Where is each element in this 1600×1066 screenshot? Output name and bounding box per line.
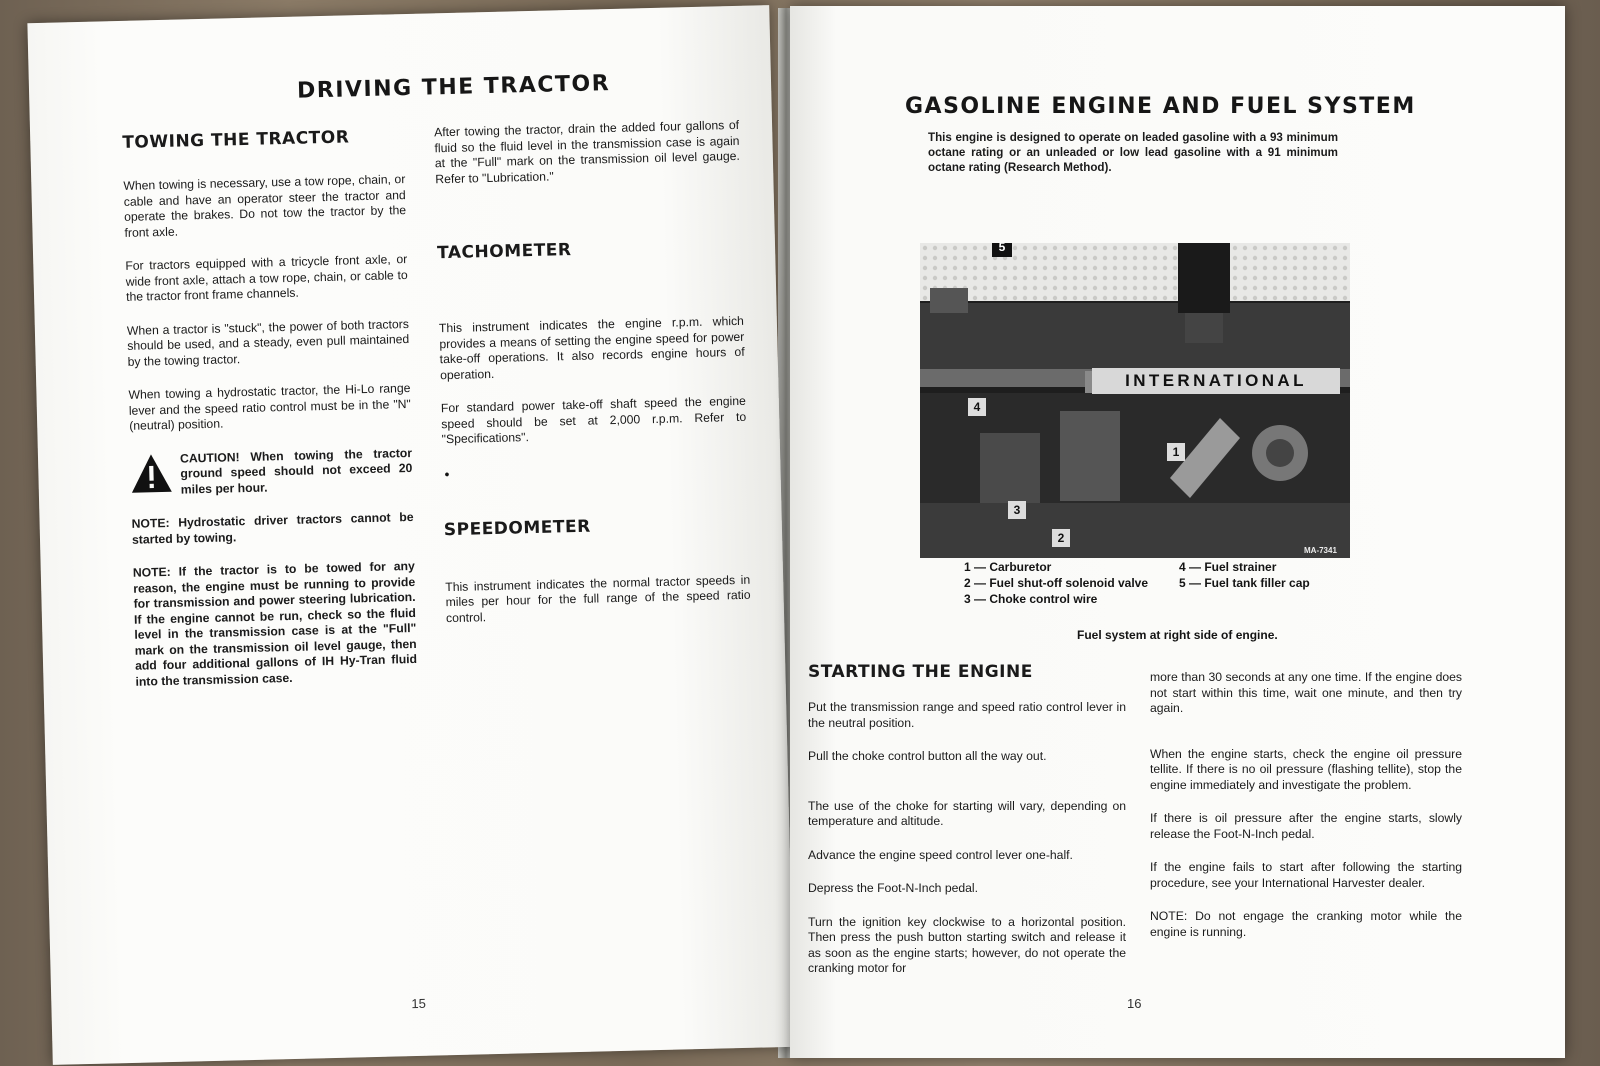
starting-paragraph-6: Turn the ignition key clockwise to a horizontal position. Then press the push button starting switch and release it as soon as the engine starts; however, do not operate the cranking motor for (808, 914, 1126, 975)
towing-paragraph-2: For tractors equipped with a tricycle front axle, or wide front axle, attach a tow rope, chain, or cable to the tractor front frame channels. (125, 252, 408, 304)
starting-paragraph-1: Put the transmission range and speed ratio control lever in the neutral position. (808, 700, 1126, 730)
legend-item-5: 5 — Fuel tank filler cap (1179, 576, 1310, 590)
photo-marker-5: 5 (992, 243, 1012, 257)
starting-heading: STARTING THE ENGINE (808, 662, 1033, 682)
starting-right-column (1150, 670, 1462, 958)
starting-note: NOTE: Do not engage the cranking motor while the engine is running. (1150, 909, 1462, 939)
after-towing-paragraph: After towing the tractor, drain the added four gallons of fluid so the fluid level in the transmission case is again at the "Full" mark on the transmission oil level gauge. Refer to "Lubrication." (433, 117, 741, 186)
caution-text: CAUTION! When towing the tractor ground speed should not exceed 20 miles per hour. (179, 445, 413, 497)
photo-marker-2: 2 (1052, 529, 1070, 547)
left-page (27, 5, 794, 1065)
tachometer-paragraph-2: For standard power take-off shaft speed the engine speed should be set at 2,000 r.p.m. Refer to "Specifications". (440, 393, 747, 447)
tachometer-paragraph-1: This instrument indicates the engine r.p.m. which provides a means of setting the engine speed for power take-off operations. It also records engine hours of operation. (438, 313, 745, 382)
photo-code: MA-7341 (1304, 546, 1337, 555)
starting-paragraph-5: Depress the Foot-N-Inch pedal. (808, 881, 979, 895)
legend-item-4: 4 — Fuel strainer (1179, 560, 1277, 574)
starting-paragraph-7: more than 30 seconds at any one time. If the engine does not start within this time, wait one minute, and then try again. (1150, 670, 1462, 715)
page-number-right: 16 (1127, 996, 1142, 1011)
left-page-title: DRIVING THE TRACTOR (296, 71, 611, 104)
towing-column (122, 126, 418, 708)
warning-icon (130, 451, 173, 494)
starting-paragraph-9: If there is oil pressure after the engine starts, slowly release the Foot-N-Inch pedal. (1150, 811, 1462, 841)
photo-marker-3: 3 (1008, 501, 1026, 519)
instruments-column (434, 118, 752, 644)
towing-paragraph-3: When a tractor is "stuck", the power of both tractors should be used, and a steady, even pull maintained by the towing tractor. (126, 316, 410, 369)
right-page (790, 6, 1565, 1058)
bullet-dot: • (444, 465, 450, 482)
right-page-title: GASOLINE ENGINE AND FUEL SYSTEM (905, 94, 1416, 119)
photo-marker-1: 1 (1167, 443, 1185, 461)
note-hydrostatic: NOTE: Hydrostatic driver tractors cannot be started by towing. (131, 509, 414, 547)
starting-left-column (808, 662, 1126, 995)
speedometer-paragraph-1: This instrument indicates the normal tractor speeds in miles per hour for the full range of the speed ratio control. (445, 572, 751, 625)
international-brand-plate: INTERNATIONAL (1092, 368, 1340, 394)
page-number-left: 15 (411, 995, 427, 1012)
tachometer-heading: TACHOMETER (436, 239, 572, 264)
towing-paragraph-1: When towing is necessary, use a tow rope, chain, or cable and have an operator steer the tractor and operate the brakes. Do not tow the tractor by the front axle. (123, 172, 407, 240)
engine-photo (920, 243, 1350, 558)
starting-paragraph-2: Pull the choke control button all the way out. (808, 749, 1047, 763)
towing-paragraph-4: When towing a hydrostatic tractor, the Hi-Lo range lever and the speed ratio control must be in the "N" (neutral) position. (128, 380, 411, 433)
speedometer-heading: SPEEDOMETER (443, 516, 591, 540)
starting-paragraph-3: The use of the choke for starting will vary, depending on temperature and altitude. (808, 798, 1126, 828)
starting-paragraph-8: When the engine starts, check the engine oil pressure tellite. If there is no oil pressure (flashing tellite), stop the engine immediately and investigate the problem. (1150, 746, 1462, 792)
starting-paragraph-4: Advance the engine speed control lever one-half. (808, 847, 1073, 862)
photo-caption: Fuel system at right side of engine. (1077, 628, 1278, 642)
legend-item-3: 3 — Choke control wire (964, 592, 1098, 606)
towing-heading: TOWING THE TRACTOR (122, 127, 350, 153)
starting-paragraph-10: If the engine fails to start after following the starting procedure, see your International Harvester dealer. (1150, 860, 1462, 890)
legend-item-2: 2 — Fuel shut-off solenoid valve (964, 576, 1149, 590)
photo-marker-4: 4 (968, 398, 986, 416)
caution-box (130, 445, 413, 498)
note-towing-lubrication: NOTE: If the tractor is to be towed for any reason, the engine must be running to provide for transmission and power steering lubrication. If the engine cannot be run, check so the fluid level in the transmission case is at the "Full" mark on the transmission oil level gauge, then add four additional gallons of IH Hy-Tran fluid into the transmission case. (132, 558, 418, 689)
legend-item-1: 1 — Carburetor (964, 560, 1052, 574)
fuel-intro: This engine is designed to operate on leaded gasoline with a 93 minimum octane rating or an unleaded or low lead gasoline with a 91 minimum octane rating (Research Method). (928, 131, 1338, 174)
